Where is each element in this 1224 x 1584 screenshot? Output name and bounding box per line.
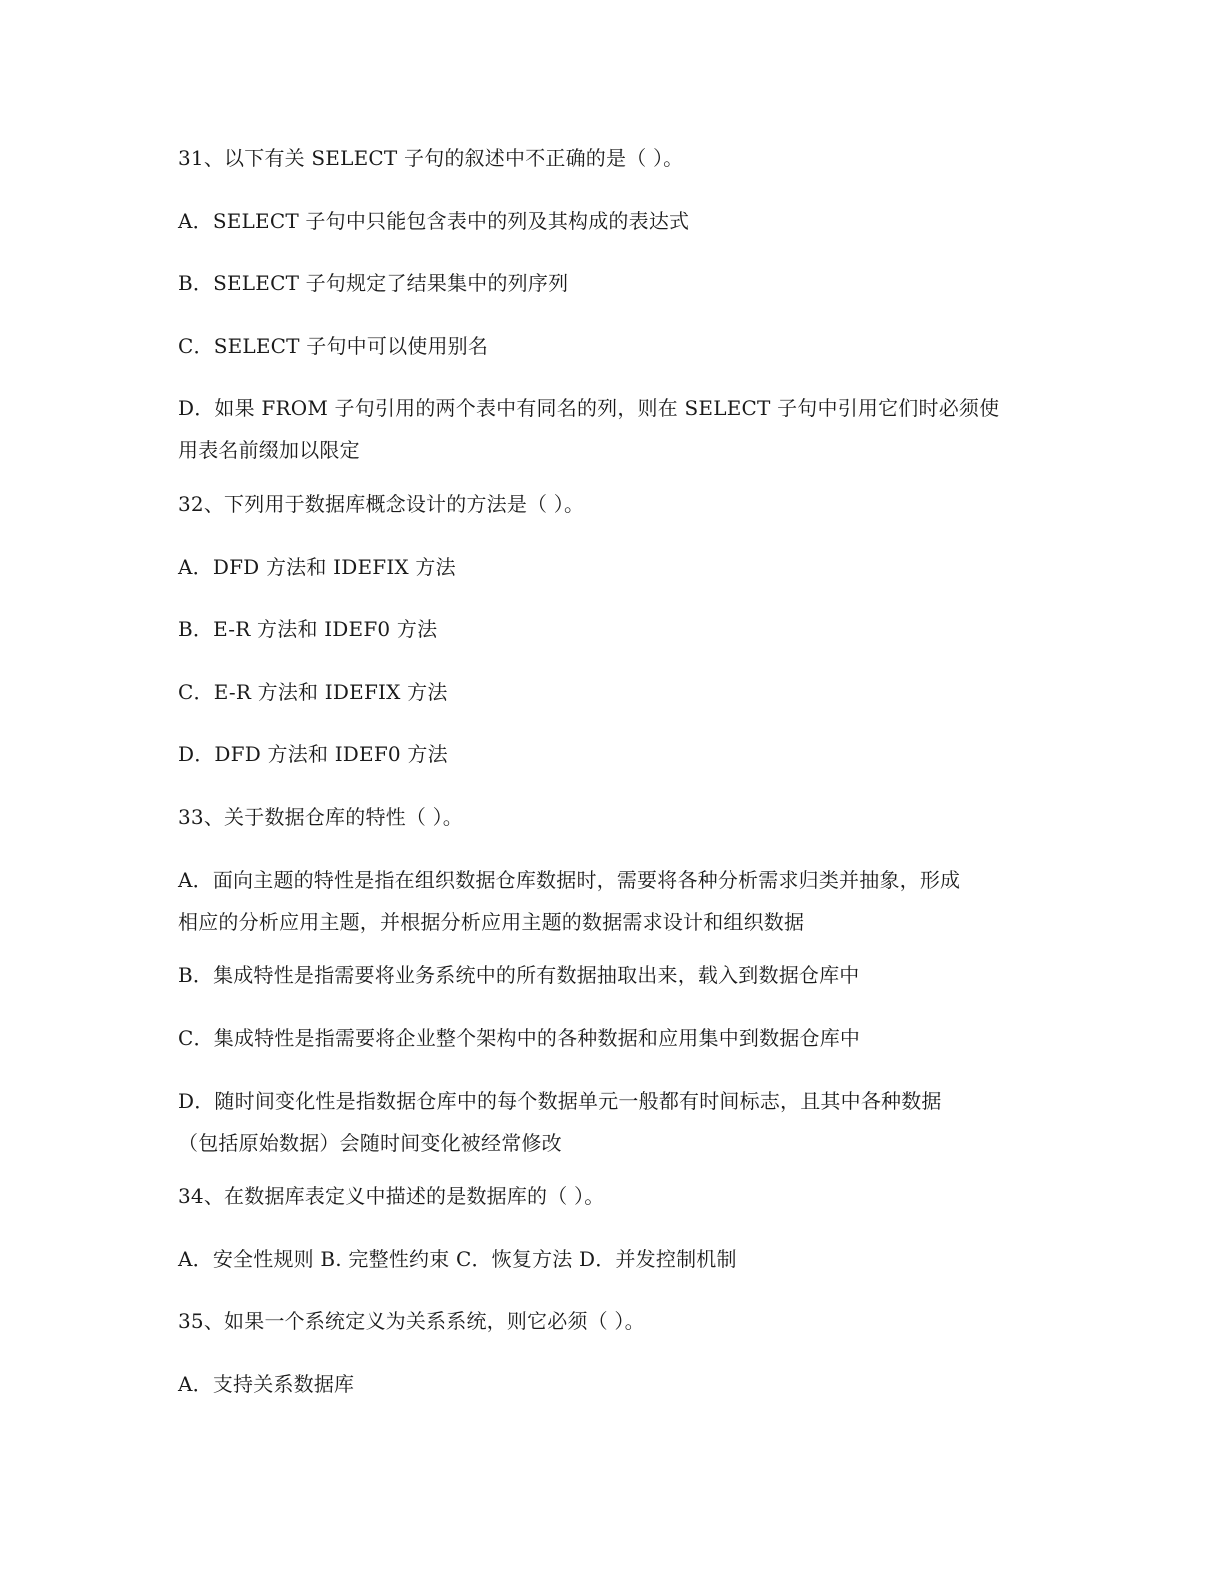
question-33-option-a-line2: 相应的分析应用主题，并根据分析应用主题的数据需求设计和组织数据 <box>178 910 805 934</box>
question-31-option-a: A．SELECT 子句中只能包含表中的列及其构成的表达式 <box>178 209 690 233</box>
question-33-option-b: B．集成特性是指需要将业务系统中的所有数据抽取出来，载入到数据仓库中 <box>178 963 860 987</box>
question-35-stem: 35、如果一个系统定义为关系系统，则它必须（ ）。 <box>178 1309 645 1333</box>
question-35-option-a: A．支持关系数据库 <box>178 1372 355 1396</box>
question-33-option-d-line1: D．随时间变化性是指数据仓库中的每个数据单元一般都有时间标志，且其中各种数据 <box>178 1089 942 1113</box>
question-33-stem: 33、关于数据仓库的特性（ ）。 <box>178 805 464 829</box>
question-33-option-a-line1: A．面向主题的特性是指在组织数据仓库数据时，需要将各种分析需求归类并抽象，形成 <box>178 868 961 892</box>
question-34-stem: 34、在数据库表定义中描述的是数据库的（ ）。 <box>178 1184 605 1208</box>
question-34-options: A．安全性规则 B. 完整性约束 C．恢复方法 D．并发控制机制 <box>178 1247 737 1271</box>
question-33-option-d-line2: （包括原始数据）会随时间变化被经常修改 <box>178 1131 562 1155</box>
question-31-option-d-line1: D．如果 FROM 子句引用的两个表中有同名的列，则在 SELECT 子句中引用它们时必须使 <box>178 396 1000 420</box>
question-32-option-d: D．DFD 方法和 IDEF0 方法 <box>178 742 448 766</box>
question-31-option-c: C．SELECT 子句中可以使用别名 <box>178 334 489 358</box>
question-31-option-b: B．SELECT 子句规定了结果集中的列序列 <box>178 271 569 295</box>
question-31-option-d-line2: 用表名前缀加以限定 <box>178 438 360 462</box>
question-32-option-b: B．E-R 方法和 IDEF0 方法 <box>178 617 438 641</box>
question-33-option-c: C．集成特性是指需要将企业整个架构中的各种数据和应用集中到数据仓库中 <box>178 1026 861 1050</box>
question-32-stem: 32、下列用于数据库概念设计的方法是（ ）。 <box>178 492 585 516</box>
question-31-stem: 31、以下有关 SELECT 子句的叙述中不正确的是（ ）。 <box>178 146 684 170</box>
question-32-option-c: C．E-R 方法和 IDEFIX 方法 <box>178 680 448 704</box>
question-32-option-a: A．DFD 方法和 IDEFIX 方法 <box>178 555 456 579</box>
